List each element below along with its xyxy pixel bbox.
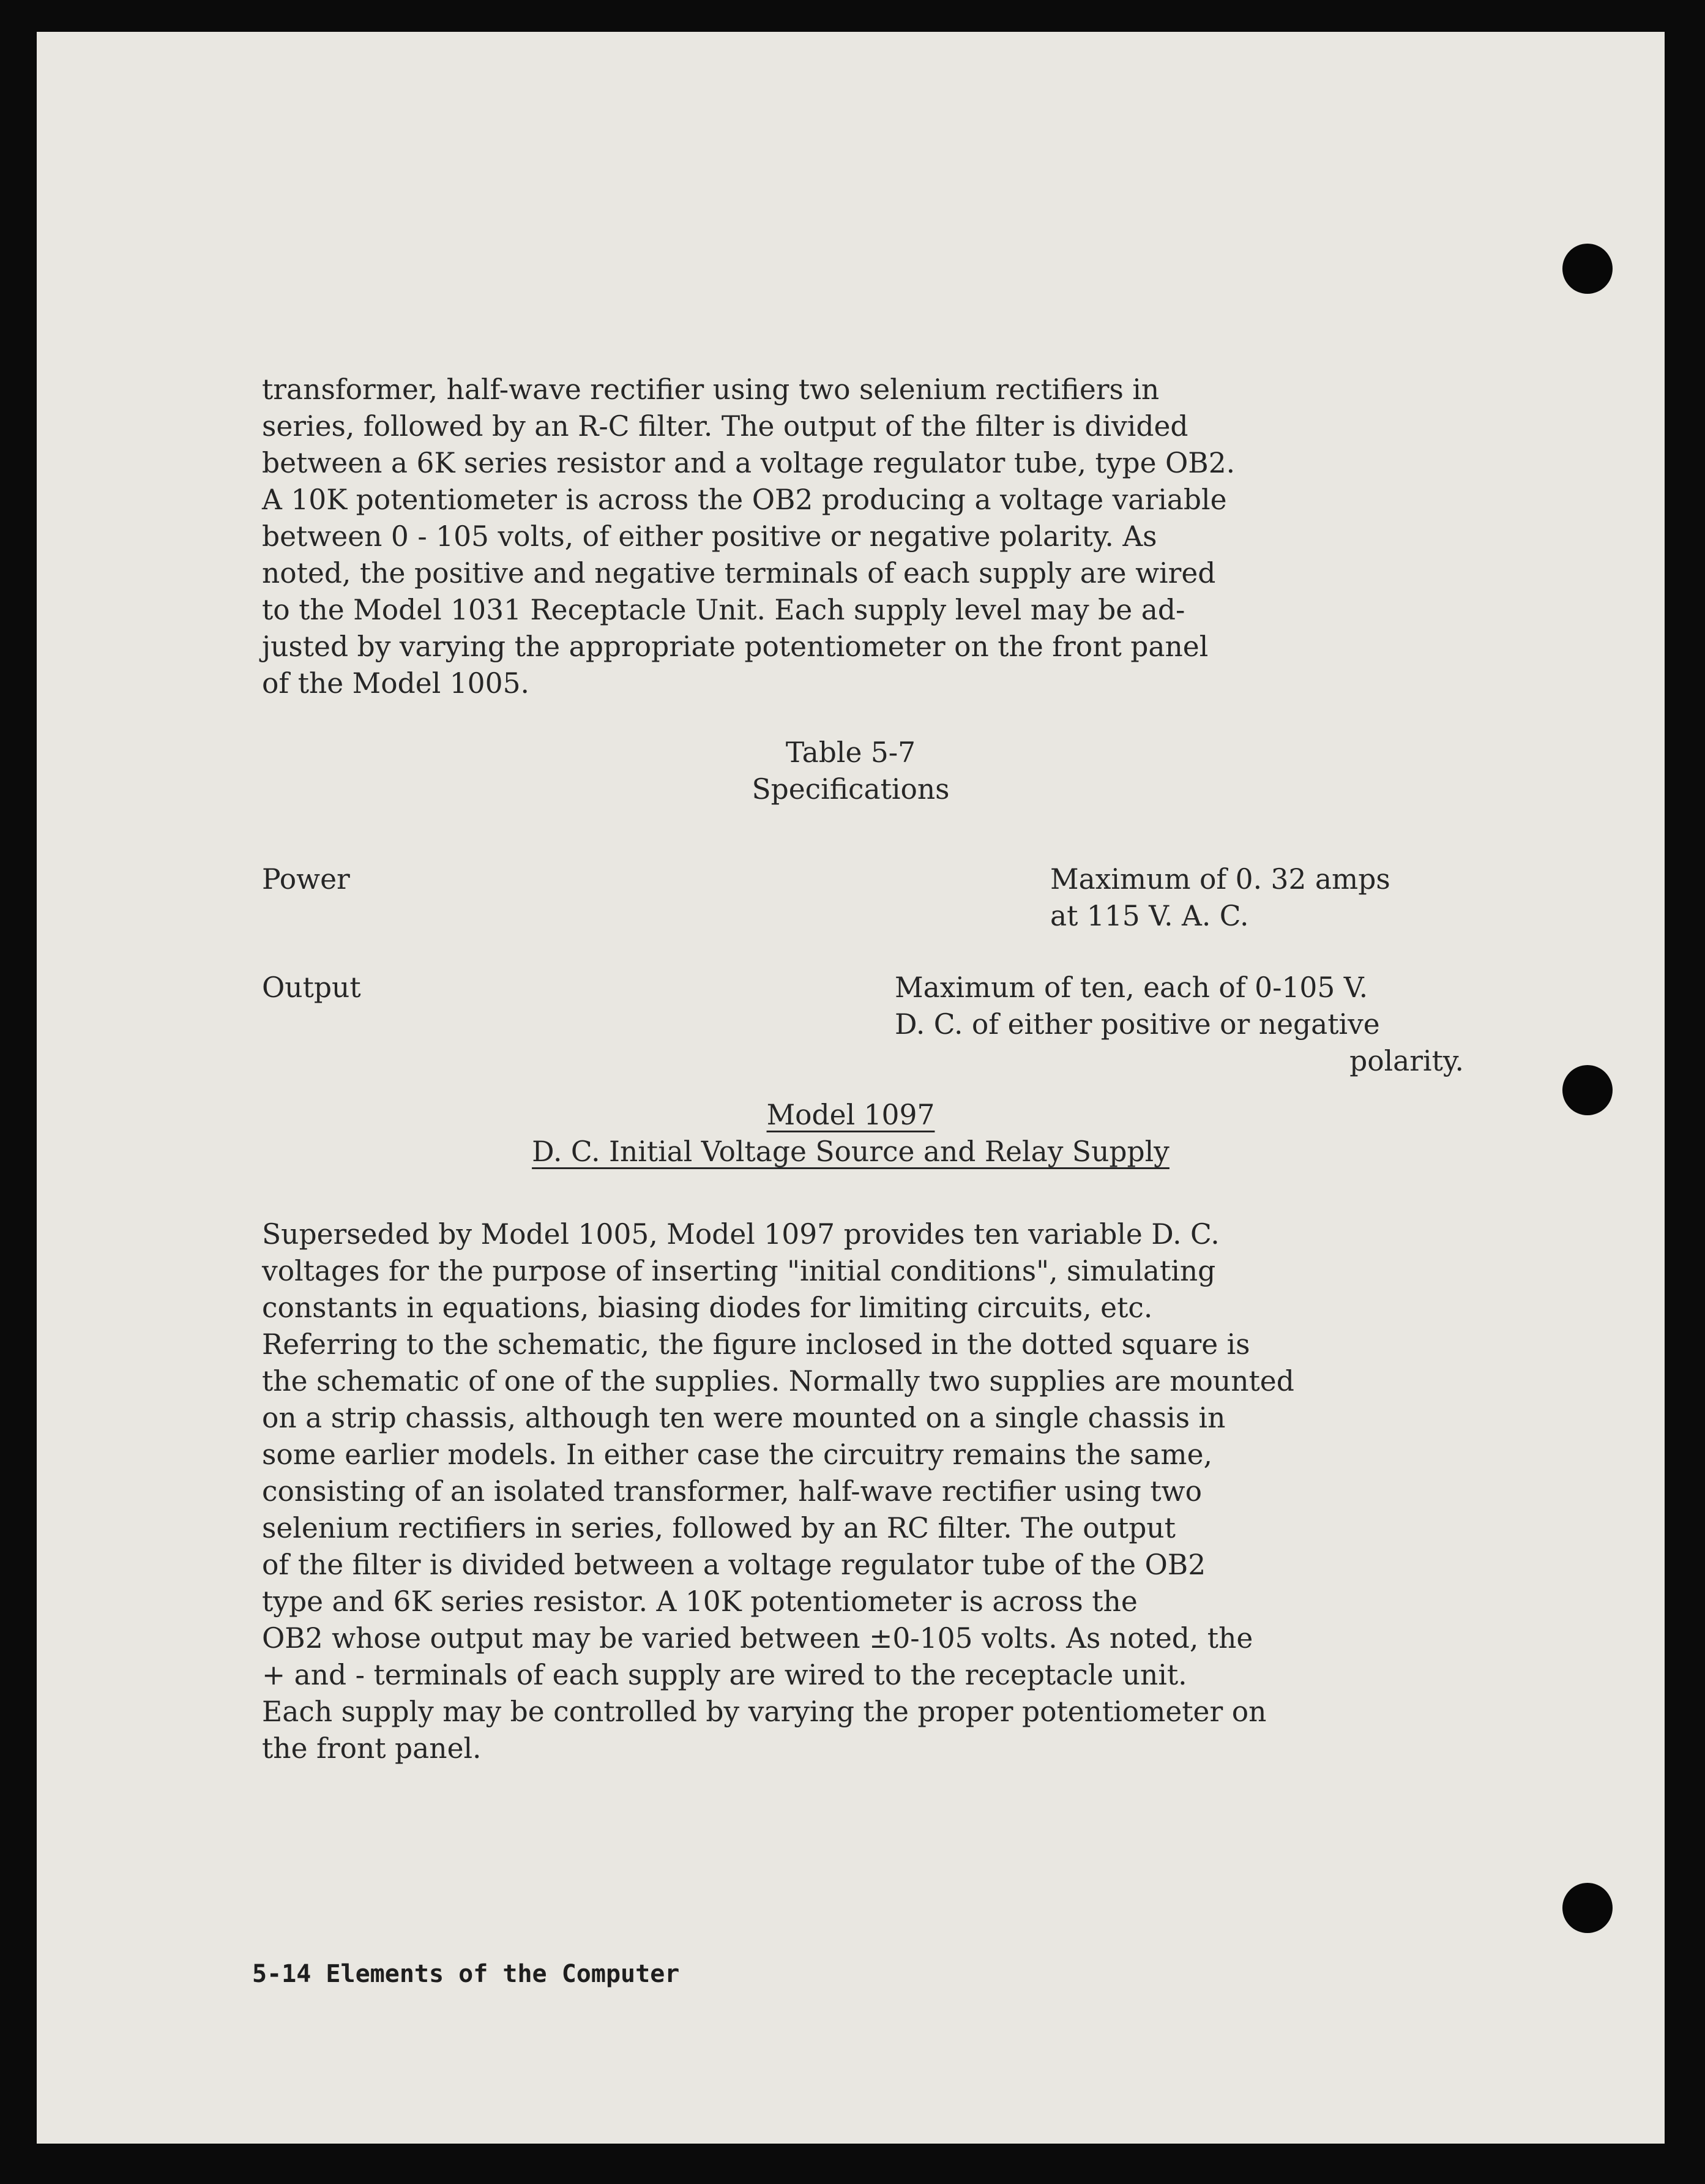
document-page [37,32,1665,2144]
text-line: some earlier models. In either case the circuitry remains the same, [262,1438,1212,1471]
spec-value-output [895,970,1464,1080]
spec-value-line: Maximum of 0. 32 amps [1050,863,1390,896]
spec-value-line: at 115 V. A. C. [1050,900,1249,932]
spec-label-output: Output [262,971,361,1004]
text-line: OB2 whose output may be varied between ±0-105 volts. As noted, the [262,1622,1253,1655]
text-line: on a strip chassis, although ten were mounted on a single chassis in [262,1402,1226,1434]
spec-value-line: polarity. [1349,1045,1464,1077]
text-line: transformer, half-wave rectifier using two selenium rectifiers in [262,373,1160,406]
text-line: + and - terminals of each supply are wired to the receptacle unit. [262,1659,1187,1691]
text-line: of the filter is divided between a voltage regulator tube of the OB2 [262,1549,1206,1581]
table-caption [37,735,1665,808]
text-line: voltages for the purpose of inserting "initial conditions", simulating [262,1255,1216,1287]
spec-value-line: D. C. of either positive or negative [895,1008,1380,1041]
text-line: justed by varying the appropriate potentiometer on the front panel [262,630,1209,663]
paragraph-continuation [262,372,1235,702]
text-line: of the Model 1005. [262,667,529,700]
text-line: series, followed by an R-C filter. The output of the filter is divided [262,410,1188,443]
table-number: Table 5-7 [785,736,916,769]
text-line: the front panel. [262,1732,482,1765]
text-line: selenium rectifiers in series, followed by an RC filter. The output [262,1512,1176,1544]
binder-hole-top [1562,244,1613,294]
text-line: type and 6K series resistor. A 10K potentiometer is across the [262,1585,1138,1618]
spec-label-power: Power [262,863,350,896]
table-title: Specifications [752,773,950,806]
text-line: Referring to the schematic, the figure inclosed in the dotted square is [262,1328,1250,1361]
text-line: constants in equations, biasing diodes for limiting circuits, etc. [262,1292,1153,1324]
text-line: consisting of an isolated transformer, half-wave rectifier using two [262,1475,1203,1508]
text-line: the schematic of one of the supplies. Normally two supplies are mounted [262,1365,1294,1397]
text-line: between a 6K series resistor and a voltage regulator tube, type OB2. [262,447,1236,479]
spec-value-power [1050,861,1390,935]
binder-hole-bottom [1562,1883,1613,1933]
text-line: between 0 - 105 volts, of either positive or negative polarity. As [262,520,1157,553]
text-line: A 10K potentiometer is across the OB2 producing a voltage variable [262,484,1227,516]
section-heading: Model 1097 [766,1099,935,1131]
text-line: Each supply may be controlled by varying the proper potentiometer on [262,1696,1267,1728]
section-heading-block [37,1097,1665,1170]
text-line: noted, the positive and negative terminals of each supply are wired [262,557,1216,589]
paragraph-model-1097 [262,1216,1294,1767]
text-line: to the Model 1031 Receptacle Unit. Each supply level may be ad- [262,594,1185,626]
text-line: Superseded by Model 1005, Model 1097 provides ten variable D. C. [262,1218,1220,1251]
page-footer: 5-14 Elements of the Computer [252,1960,680,1988]
spec-value-line: Maximum of ten, each of 0-105 V. [895,971,1368,1004]
section-subheading: D. C. Initial Voltage Source and Relay Supply [532,1135,1170,1168]
